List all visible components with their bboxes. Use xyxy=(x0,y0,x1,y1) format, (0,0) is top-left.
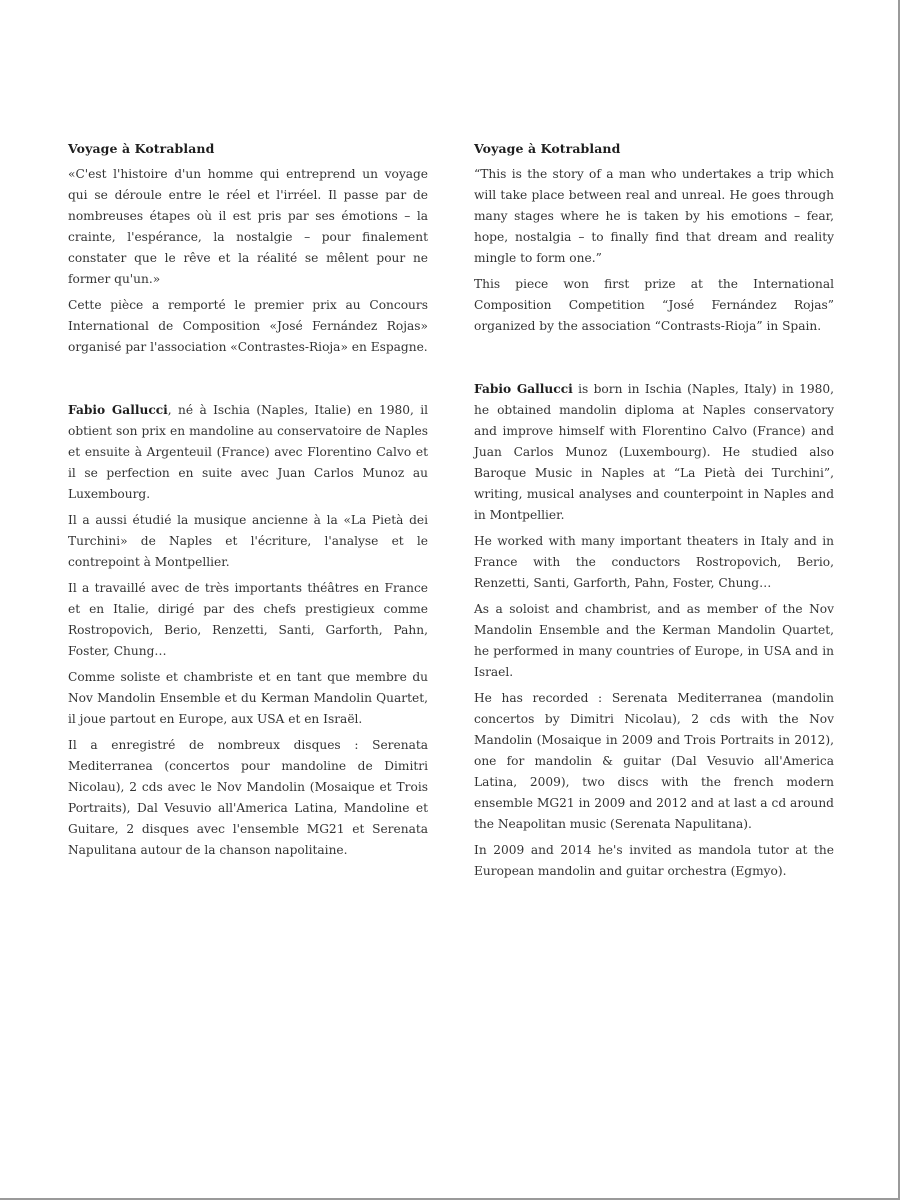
voyage-title-en: Voyage à Kotrabland xyxy=(474,141,621,156)
section-spacer xyxy=(474,342,834,379)
bio-intro-fr xyxy=(68,400,428,505)
voyage-description-fr: «C'est l'histoire d'un homme qui entreprend un voyage qui se déroule entre le réel et l'irréel. Il passe par de nombreuses étapes où il est pris par ses émotions – la crainte, l'espérance, la nostalgie – pour finalement constater que le rêve et la réalité se mêlent pour ne former qu'un.» xyxy=(68,167,428,286)
bio-paragraph-fr: Comme soliste et chambriste et en tant que membre du Nov Mandolin Ensemble et du Kerman Mandolin Quartet, il joue partout en Europe, aux USA et en Israël. xyxy=(68,670,428,726)
voyage-prize-fr: Cette pièce a remporté le premier prix au Concours International de Composition «José Fernández Rojas» organisé par l'association «Contrastes-Rioja» en Espagne. xyxy=(68,298,428,354)
voyage-title-fr: Voyage à Kotrabland xyxy=(68,141,215,156)
voyage-prize-en: This piece won first prize at the International Composition Competition “José Fernández Rojas” organized by the association “Contrasts-Rioja” in Spain. xyxy=(474,277,834,333)
voyage-description-en: “This is the story of a man who undertakes a trip which will take place between real and unreal. He goes through many stages where he is taken by his emotions – fear, hope, nostalgia – to finally find that dream and reality mingle to form one.” xyxy=(474,167,834,265)
bio-intro-text-fr: , né à Ischia (Naples, Italie) en 1980, il obtient son prix en mandoline au conservatoire de Naples et ensuite à Argenteuil (France) avec Florentino Calvo et il se perfection en suite avec Juan Carlos Munoz au Luxembourg. xyxy=(68,403,428,501)
bio-name-en: Fabio Gallucci xyxy=(474,382,573,396)
bio-paragraph-en: He has recorded : Serenata Mediterranea (mandolin concertos by Dimitri Nicolau), 2 cds with the Nov Mandolin (Mosaique in 2009 and Trois Portraits in 2012), one for mandolin & guitar (Dal Vesuvio all'America Latina, 2009), two discs with the french modern ensemble MG21 in 2009 and 2012 and at last a cd around the Neapolitan music (Serenata Napulitana). xyxy=(474,691,834,831)
bio-intro-text-en: is born in Ischia (Naples, Italy) in 1980, he obtained mandolin diploma at Naples conservatory and improve himself with Florentino Calvo (France) and Juan Carlos Munoz (Luxembourg). He studied also Baroque Music in Naples at “La Pietà dei Turchini”, writing, musical analyses and counterpoint in Naples and in Montpellier. xyxy=(474,382,834,522)
bio-paragraph-fr: Il a travaillé avec de très importants théâtres en France et en Italie, dirigé par des chefs prestigieux comme Rostropovich, Berio, Renzetti, Santi, Garforth, Pahn, Foster, Chung… xyxy=(68,581,428,658)
bio-paragraph-en: In 2009 and 2014 he's invited as mandola tutor at the European mandolin and guitar orchestra (Egmyo). xyxy=(474,843,834,878)
bio-paragraph-fr: Il a enregistré de nombreux disques : Serenata Mediterranea (concertos pour mandoline de Dimitri Nicolau), 2 cds avec le Nov Mandolin (Mosaique et Trois Portraits), Dal Vesuvio all'America Latina, Mandoline et Guitare, 2 disques avec l'ensemble MG21 et Serenata Napulitana autour de la chanson napolitaine. xyxy=(68,738,428,857)
section-spacer xyxy=(68,363,428,400)
english-column xyxy=(474,141,834,887)
bio-name-fr: Fabio Gallucci xyxy=(68,403,168,417)
bio-intro-en xyxy=(474,379,834,526)
french-column xyxy=(68,141,428,866)
bio-paragraph-en: He worked with many important theaters in Italy and in France with the conductors Rostropovich, Berio, Renzetti, Santi, Garforth, Pahn, Foster, Chung… xyxy=(474,534,834,590)
bio-paragraph-en: As a soloist and chambrist, and as member of the Nov Mandolin Ensemble and the Kerman Mandolin Quartet, he performed in many countries of Europe, in USA and in Israel. xyxy=(474,602,834,679)
bio-paragraph-fr: Il a aussi étudié la musique ancienne à la «La Pietà dei Turchini» de Naples et l'écriture, l'analyse et le contrepoint à Montpellier. xyxy=(68,513,428,569)
